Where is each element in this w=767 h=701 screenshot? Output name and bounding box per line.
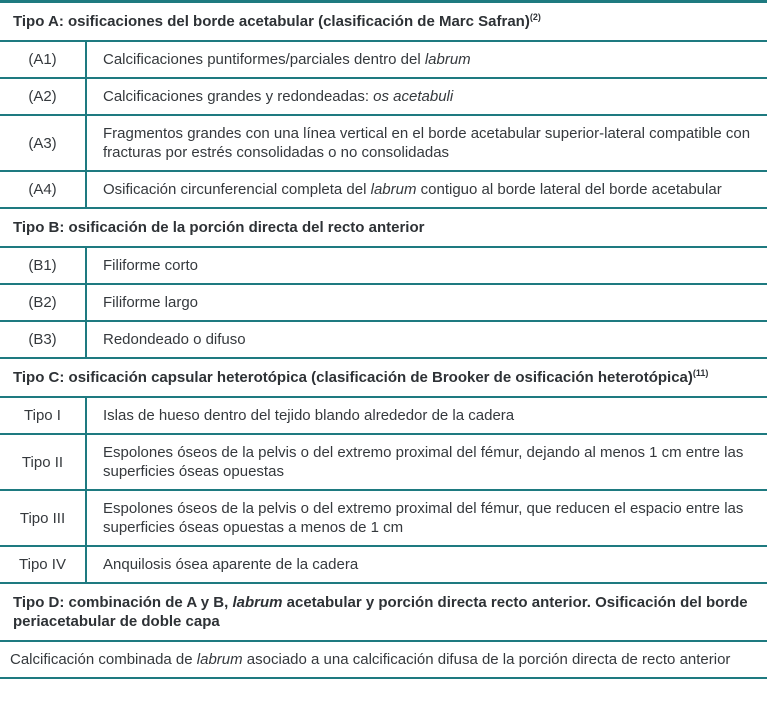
section-header-tipo-a xyxy=(0,3,767,42)
text-segment: Osificación circunferencial completa del xyxy=(103,181,371,198)
section-header-text xyxy=(0,209,438,246)
row-description xyxy=(87,42,767,77)
row-tipo-iv xyxy=(0,547,767,584)
row-description-text xyxy=(103,499,755,537)
latin-term: os acetabuli xyxy=(373,88,454,105)
text-segment: Calcificaciones grandes y redondeadas: xyxy=(103,88,374,105)
row-description xyxy=(87,398,767,433)
latin-term: labrum xyxy=(370,181,417,198)
row-tipo-iii xyxy=(0,491,767,547)
section-header-tipo-d xyxy=(0,584,767,642)
row-label: (B2) xyxy=(0,285,87,320)
latin-term: labrum xyxy=(196,651,243,668)
text-segment: Espolones óseos de la pelvis o del extremo proximal del fémur, que reducen el espacio entre las superficies óseas opuestas a menos de 1 cm xyxy=(103,500,744,536)
row-label: (A1) xyxy=(0,42,87,77)
row-description-text xyxy=(103,87,453,106)
row-description xyxy=(87,285,767,320)
section-header-text xyxy=(0,359,722,396)
text-segment: Tipo D: combinación de A y B, xyxy=(13,594,233,611)
row-description-text xyxy=(103,293,198,312)
row-label: (A2) xyxy=(0,79,87,114)
full-width-row-text xyxy=(0,642,742,677)
text-segment: Espolones óseos de la pelvis o del extremo proximal del fémur, dejando al menos 1 cm entre las superficies óseas opuestas xyxy=(103,444,744,480)
row-label: Tipo IV xyxy=(0,547,87,582)
reference-superscript: (11) xyxy=(692,368,709,378)
row-label: Tipo I xyxy=(0,398,87,433)
row-label: (B3) xyxy=(0,322,87,357)
latin-term: labrum xyxy=(232,594,283,611)
row-description-text xyxy=(103,330,246,349)
reference-superscript: (2) xyxy=(529,12,541,22)
row-tipo-i xyxy=(0,398,767,435)
row-description xyxy=(87,322,767,357)
row-description xyxy=(87,79,767,114)
latin-term: labrum xyxy=(424,51,471,68)
row-b1 xyxy=(0,248,767,285)
row-description xyxy=(87,172,767,207)
row-label: (A4) xyxy=(0,172,87,207)
section-header-text xyxy=(0,584,767,640)
row-label: (A3) xyxy=(0,116,87,170)
row-a4 xyxy=(0,172,767,209)
text-segment: Redondeado o difuso xyxy=(103,331,246,348)
text-segment: Filiforme largo xyxy=(103,294,199,311)
text-segment: Tipo B: osificación de la porción directa del recto anterior xyxy=(13,219,425,236)
row-description-text xyxy=(103,443,755,481)
row-tipo-ii xyxy=(0,435,767,491)
row-tipo-d-description xyxy=(0,642,767,677)
section-header-tipo-c xyxy=(0,359,767,398)
row-a2 xyxy=(0,79,767,116)
text-segment: Anquilosis ósea aparente de la cadera xyxy=(103,556,359,573)
row-b3 xyxy=(0,322,767,359)
row-label: (B1) xyxy=(0,248,87,283)
row-description xyxy=(87,116,767,170)
section-header-tipo-b xyxy=(0,209,767,248)
text-segment: Tipo A: osificaciones del borde acetabular (clasificación de Marc Safran) xyxy=(13,13,530,30)
row-description xyxy=(87,491,767,545)
row-description-text xyxy=(103,50,471,69)
text-segment: acetabular y porción directa recto anterior. Osificación del borde periacetabular de doble capa xyxy=(13,594,748,630)
row-description xyxy=(87,248,767,283)
row-b2 xyxy=(0,285,767,322)
text-segment: Tipo C: osificación capsular heterotópica (clasificación de Brooker de osificación heterotópica) xyxy=(13,369,693,386)
text-segment: Calcificaciones puntiformes/parciales dentro del xyxy=(103,51,425,68)
text-segment: asociado a una calcificación difusa de la porción directa de recto anterior xyxy=(242,651,731,668)
row-a1 xyxy=(0,42,767,79)
row-label: Tipo III xyxy=(0,491,87,545)
row-description-text xyxy=(103,555,358,574)
row-label: Tipo II xyxy=(0,435,87,489)
row-description xyxy=(87,435,767,489)
row-description-text xyxy=(103,180,722,199)
text-segment: Filiforme corto xyxy=(103,257,199,274)
text-segment: Islas de hueso dentro del tejido blando alrededor de la cadera xyxy=(103,407,515,424)
row-description-text xyxy=(103,256,198,275)
text-segment: contiguo al borde lateral del borde acetabular xyxy=(416,181,722,198)
row-a3 xyxy=(0,116,767,172)
text-segment: Calcificación combinada de xyxy=(10,651,197,668)
section-header-text xyxy=(0,3,555,40)
row-description xyxy=(87,547,767,582)
row-description-text xyxy=(103,124,755,162)
row-description-text xyxy=(103,406,514,425)
text-segment: Fragmentos grandes con una línea vertical en el borde acetabular superior-lateral compatible con fracturas por estrés consolidadas o no consolidadas xyxy=(103,125,751,161)
